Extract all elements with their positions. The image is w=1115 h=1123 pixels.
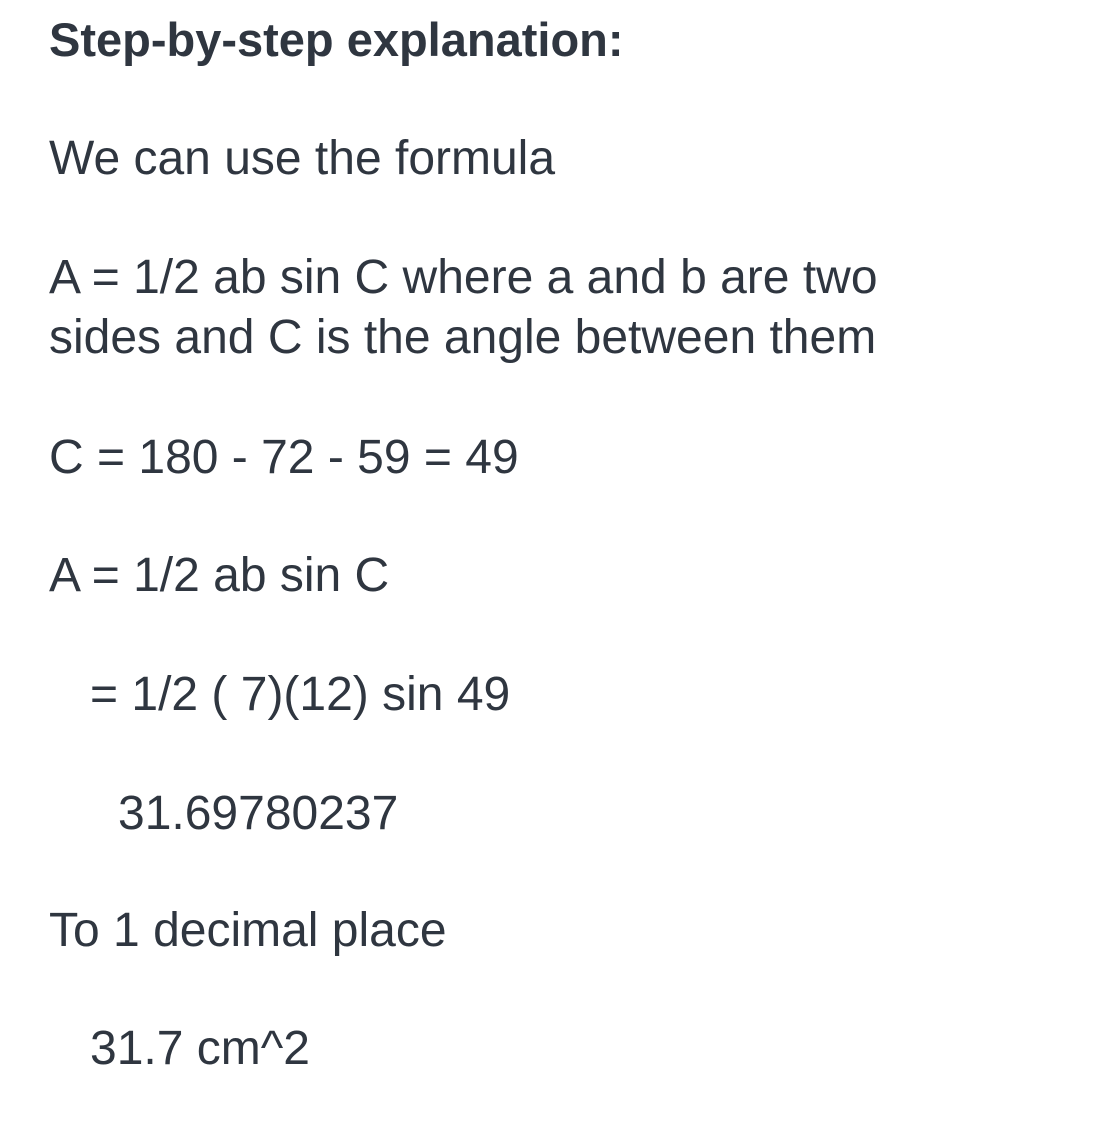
formula-line-1: A = 1/2 ab sin C where a and b are two [49, 251, 878, 304]
page-title: Step-by-step explanation: [49, 13, 624, 66]
angle-calculation: C = 180 - 72 - 59 = 49 [49, 431, 519, 484]
formula-description [49, 248, 1039, 368]
rounding-note: To 1 decimal place [49, 904, 447, 957]
formula-line-2: sides and C is the angle between them [49, 311, 877, 364]
raw-result: 31.69780237 [118, 787, 399, 840]
substitution-step: = 1/2 ( 7)(12) sin 49 [90, 668, 511, 721]
area-formula: A = 1/2 ab sin C [49, 549, 390, 602]
intro-text: We can use the formula [49, 132, 556, 185]
final-answer: 31.7 cm^2 [90, 1022, 310, 1075]
